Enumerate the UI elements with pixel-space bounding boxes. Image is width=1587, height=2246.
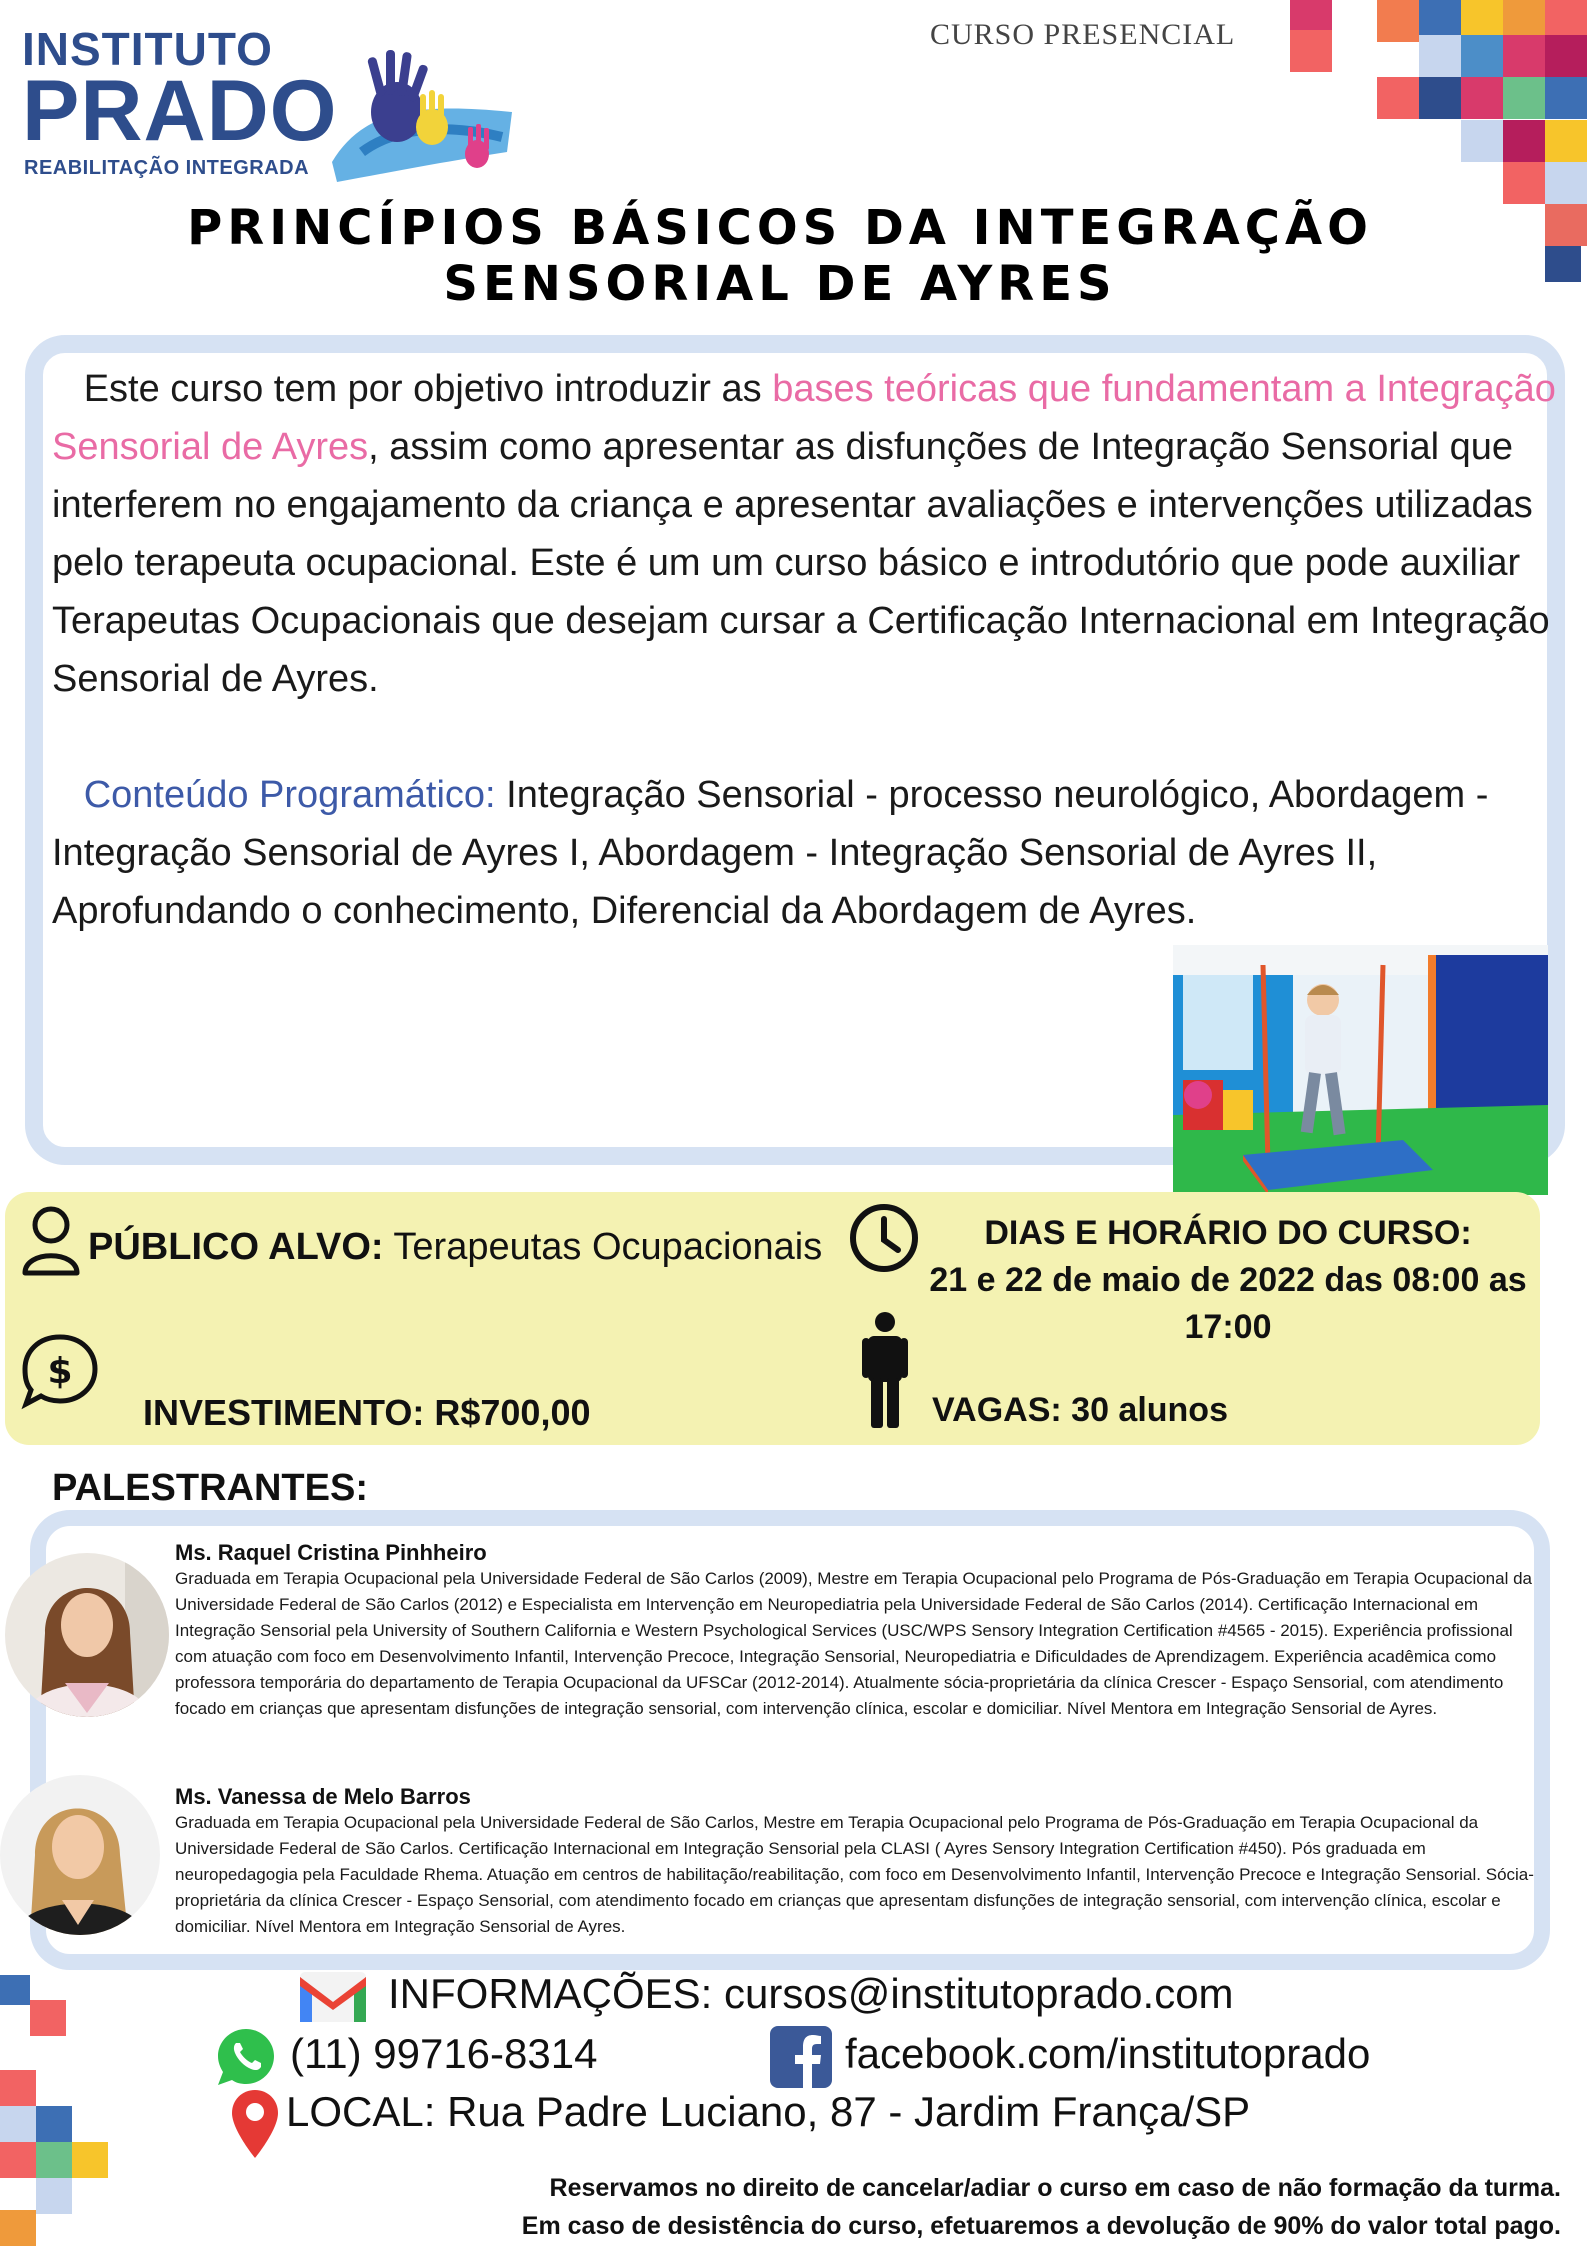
intro-highlight: bases teóricas que fundamentam a Integração Sensorial de Ayres <box>52 368 1556 468</box>
content-text: Integração Sensorial - processo neurológico, Abordagem - Integração Sensorial de Ayres I, Abordagem - Integração Sensorial de Ayres II, Aprofundando o conhecimento, Diferencial da Abordagem de Ayres. <box>52 774 1489 932</box>
standing-person-icon <box>862 1312 908 1428</box>
location-pin-icon <box>230 2088 280 2160</box>
speaker-1-bio: Graduada em Terapia Ocupacional pela Universidade Federal de São Carlos (2009), Mestre em Terapia Ocupacional pelo Programa de Pós-Graduação em Terapia Ocupacional da Universidade Federal de São Carlos (2012) e Especialista em Intervenção em Neuropediatria pela Universidade Federal de São Carlos (2014). Certificação Internacional em Integração Sensorial pela University of Southern California e Western Psychological Services (USC/WPS Sensory Integration Certification #4565 - 2015). Experiência profissional com atuação com foco em Desenvolvimento Infantil, Intervenção Precoce, Integração Sensorial, Neuropediatria e Dificuldades de Aprendizagem. Experiência acadêmica como professora temporária do departamento de Terapia Ocupacional da UFSCar (2012-2014). Atualmente sócia-proprietária da clínica Crescer - Espaço Sensorial, com atendimento focado em crianças que apresentam disfunções de integração sensorial, com intervenção clínica, escolar e domiciliar. Nível Mentora em Integração Sensorial de Ayres. <box>175 1569 1532 1718</box>
intro-text-end: , assim como apresentar as disfunções de Integração Sensorial que interferem no engajamento da criança e apresentar avaliações e intervenções utilizadas pelo terapeuta ocupacional. Este é um um curso básico e introdutório que pode auxiliar Terapeutas Ocupacionais que desejam cursar a Certificação Internacional em Integração Sensorial de Ayres. <box>52 426 1550 700</box>
speaker-1 <box>175 1540 1535 1722</box>
speaker-2-name: Ms. Vanessa de Melo Barros <box>175 1784 471 1809</box>
svg-text:$: $ <box>47 1351 73 1392</box>
description-text <box>52 360 1562 940</box>
phone-number[interactable]: (11) 99716-8314 <box>290 2030 598 2077</box>
info-email[interactable]: INFORMAÇÕES: cursos@institutoprado.com <box>388 1970 1234 2017</box>
logo-line-1: INSTITUTO <box>22 23 273 75</box>
clock-icon <box>848 1202 920 1274</box>
speaker-1-photo <box>5 1553 170 1718</box>
content-paragraph <box>52 766 1562 940</box>
course-type-label: CURSO PRESENCIAL <box>930 18 1236 51</box>
footer-note-1: Reservamos no direito de cancelar/adiar o curso em caso de não formação da turma. <box>549 2174 1561 2202</box>
speaker-2-photo <box>0 1775 160 1935</box>
dollar-chat-icon <box>20 1332 100 1410</box>
content-label: Conteúdo Programático: <box>83 774 496 816</box>
gmail-icon <box>300 1972 366 2022</box>
logo-line-2: PRADO <box>22 63 338 159</box>
facebook-link[interactable]: facebook.com/institutoprado <box>845 2030 1371 2077</box>
person-icon <box>20 1205 82 1277</box>
audience-value: Terapeutas Ocupacionais <box>383 1226 823 1268</box>
schedule-value: 21 e 22 de maio de 2022 das 08:00 as 17:00 <box>929 1261 1527 1346</box>
location-address: LOCAL: Rua Padre Luciano, 87 - Jardim França/SP <box>286 2088 1251 2135</box>
page-title: PRINCÍPIOS BÁSICOS DA INTEGRAÇÃO SENSORIAL DE AYRES <box>187 200 1373 312</box>
speaker-2 <box>175 1784 1535 1940</box>
schedule-block <box>928 1210 1528 1351</box>
institute-logo <box>22 22 492 182</box>
speaker-2-bio: Graduada em Terapia Ocupacional pela Universidade Federal de São Carlos, Mestre em Terapia Ocupacional pelo Programa de Pós-Graduação em Terapia Ocupacional da Universidade Federal de São Carlos. Certificação Internacional em Integração Sensorial pela CLASI ( Ayres Sensory Integration Certification #450). Pós graduada em neuropedagogia pela Faculdade Rhema. Atuação em centros de habilitação/reabilitação, com foco em Desenvolvimento Infantil, Intervenção Precoce e Integração Sensorial. Sócia-proprietária da clínica Crescer - Espaço Sensorial, com atendimento focado em crianças que apresentam disfunções de integração sensorial, com intervenção clínica, escolar e domiciliar. Nível Mentora em Integração Sensorial de Ayres. <box>175 1813 1534 1936</box>
whatsapp-icon <box>215 2026 277 2088</box>
facebook-icon <box>770 2026 832 2088</box>
therapy-room-photo <box>1173 945 1548 1195</box>
footer-note-2: Em caso de desistência do curso, efetuaremos a devolução de 90% do valor total pago. <box>521 2212 1561 2240</box>
speaker-1-name: Ms. Raquel Cristina Pinhheiro <box>175 1540 487 1565</box>
audience-label: PÚBLICO ALVO: <box>88 1226 384 1268</box>
intro-text-start: Este curso tem por objetivo introduzir as <box>83 368 773 410</box>
logo-line-3: REABILITAÇÃO INTEGRADA <box>24 157 310 179</box>
target-audience <box>88 1226 822 1269</box>
investment: INVESTIMENTO: R$700,00 <box>143 1392 591 1433</box>
schedule-label: DIAS E HORÁRIO DO CURSO: <box>984 1214 1472 1252</box>
vacancies: VAGAS: 30 alunos <box>932 1391 1228 1429</box>
painted-hands-icon <box>322 42 522 192</box>
intro-paragraph <box>52 360 1562 708</box>
speakers-heading: PALESTRANTES: <box>52 1467 368 1509</box>
